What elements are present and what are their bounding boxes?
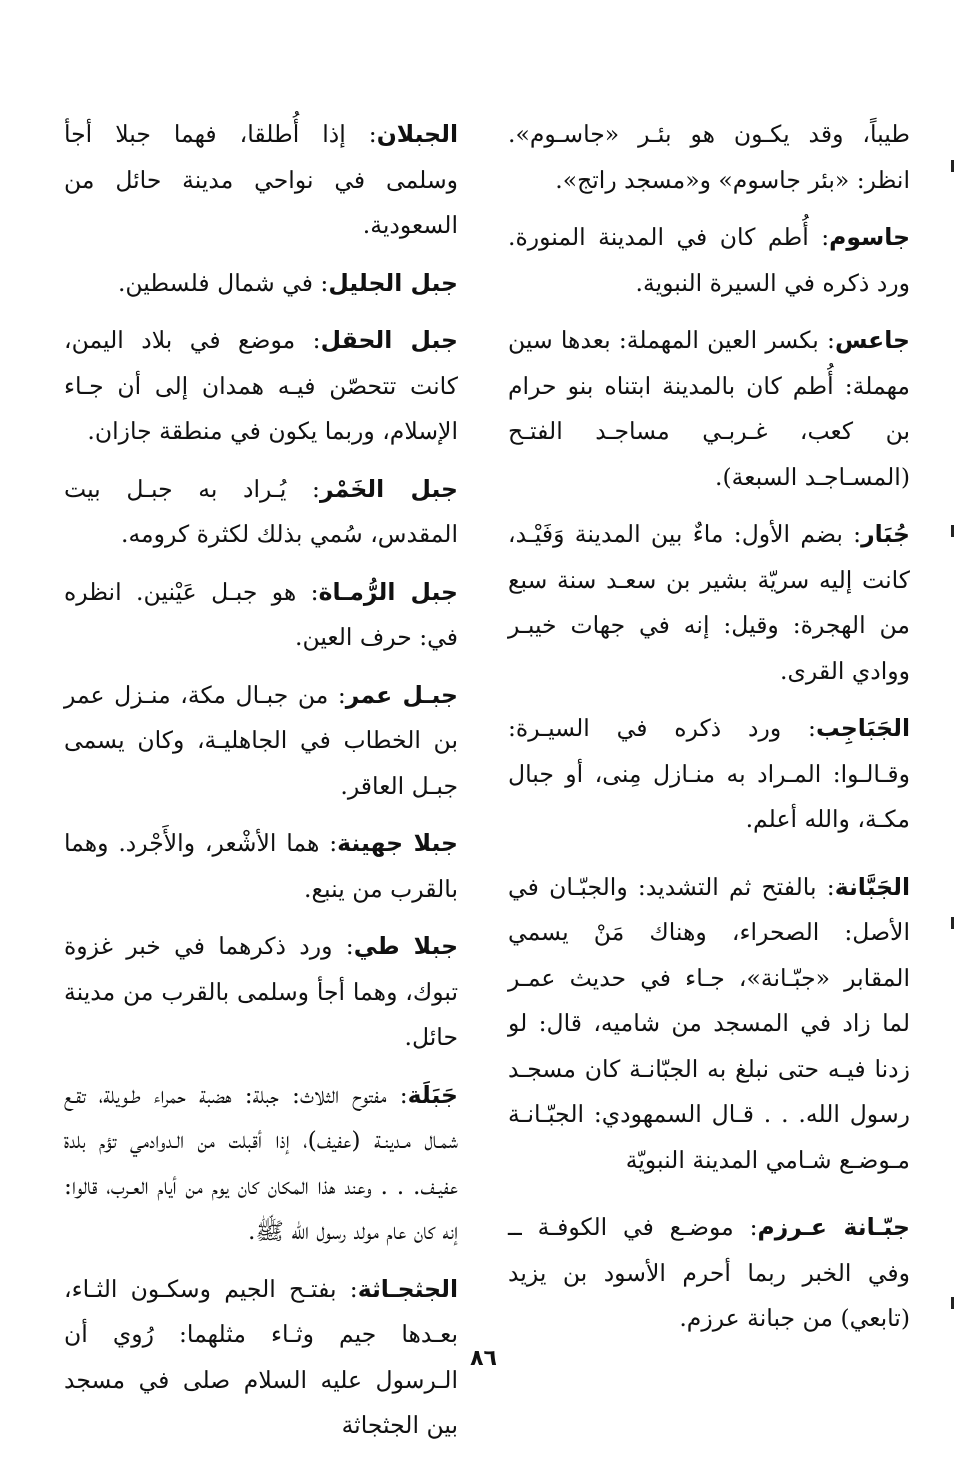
entry-headword: جاسوم bbox=[829, 223, 910, 251]
entry-headword: جبـل عمر bbox=[345, 680, 458, 709]
entry-jabal-al-rumat bbox=[64, 570, 458, 661]
entry-jabala bbox=[64, 1073, 458, 1255]
entry-jabal-al-haql bbox=[64, 318, 458, 455]
entry-text: : بضم الأول: ماءٌ بين المدينة وَفَيْـد، كانت إليه سريّة بشير بن سعـد سنة سبع من الهجرة: وقيل: إنه في جهات خيبـر ووادي القرى. bbox=[508, 520, 910, 685]
entry-headword: جُبَار bbox=[861, 520, 910, 548]
binding-mark bbox=[951, 917, 954, 929]
entry-text: : هما الأشْعر، والأَجْرد. وهما بالقرب من ينبع. bbox=[64, 829, 458, 903]
entry-text: : في شمال فلسطين. bbox=[117, 268, 329, 297]
entry-jabajib bbox=[508, 706, 910, 843]
entry-text: : هو جبـل عَيْنين. انظره في: حرف العين. bbox=[64, 577, 458, 651]
entry-jabal-al-khamr bbox=[64, 467, 458, 558]
entry-headword: جبل الجليل bbox=[328, 268, 458, 297]
left-column bbox=[64, 112, 458, 1461]
entry-text: : بالفتح ثم التشديد: والجبّـان في الأصل: الصحراء، وهناك مَنْ يسمي المقابر «جبّـانة»، جـاء في حديث عمـر لما زاد في المسجد من شاميه، قال: لو زدنا فيـه حتى نبلغ به الجبّانـة كان مسجـد رسول الله. . . قـال السمهودي: الجبّـانـة مـوضـع شـامي المدينة النبويّة bbox=[508, 872, 910, 1174]
page-number: ٨٦ bbox=[470, 1346, 497, 1371]
entry-text: : بفتـح الجيم وسكـون الثـاء، بعـدها جيم وثـاء مثلهما: رُوي أن الـرسول عليه السلام صلى في مسجد بين الجثجاثة bbox=[64, 1274, 458, 1439]
entry-text: : ورد ذكره في السيـرة: وقـالـوا: المـراد به منـازل مِنى، أو جبال مكـة، والله أعلم. bbox=[508, 714, 910, 833]
entry-headword: جبل الحقل bbox=[320, 326, 458, 354]
binding-mark bbox=[951, 525, 954, 537]
entry-text: : يُـراد به جبـل بيت المقدس، سُمي بذلك لكثرة كرومه. bbox=[64, 474, 458, 548]
entry-jabbanat-arzam bbox=[508, 1205, 910, 1342]
entry-jais bbox=[508, 318, 910, 500]
right-column bbox=[508, 112, 910, 1354]
entry-text: طيباً، وقد يكـون هو بئـر «جاسـوم». انظر: «بئر جاسوم» و«مسجد راتج». bbox=[508, 120, 910, 194]
entry-headword: جَبَلَة bbox=[407, 1080, 458, 1109]
binding-mark bbox=[951, 160, 954, 172]
entry-text: : ورد ذكرهما في خبر غزوة تبوك، وهما أجأ وسلمى بالقرب من مدينة حائل. bbox=[64, 932, 458, 1051]
entry-text: : موضـع في الكوفـة ــ وفي الخبر ربما أحرم الأسود بن يزيد (تابعي) من جبانة عرزم. bbox=[508, 1213, 910, 1332]
binding-mark bbox=[951, 1297, 954, 1309]
entry-headword: جبلا طي bbox=[353, 932, 459, 960]
entry-jabal-al-jalil bbox=[64, 261, 458, 307]
entry-headword: جبل الخَمْر bbox=[319, 474, 458, 503]
entry-text: : مفتوح الثلاث: جبلة: هضبة حمراء طـويلة، تقـع شمـال مـدينـة (عفيف)، إذا أقبلت من الـدوادمي تؤم بلدة عفيـف. . . وعند هذا المكان كان يوم من أيام العـرب، قالوا: إنه كان عام مولد رسول الله ﷺ. bbox=[64, 1080, 458, 1245]
entry-headword: الجَبَاجِب bbox=[815, 714, 910, 742]
entry-text: : من جبـال مكة، منـزل عمر بن الخطاب في الجاهليـة، وكان يسمى جبـل العاقر. bbox=[64, 680, 458, 800]
entry-text: : موضع في بلاد اليمن، كانت تتحصّن فيـه همدان إلى أن جـاء الإسلام، وربما يكون في منطقة جازان. bbox=[64, 326, 458, 445]
entry-continuation bbox=[508, 112, 910, 203]
entry-jasum bbox=[508, 215, 910, 306]
entry-headword: جاعس bbox=[834, 326, 910, 354]
entry-headword: الجبلان bbox=[376, 120, 458, 148]
entry-headword: جبل الرُّمـاة bbox=[318, 577, 458, 606]
entry-headword: الجَبَّانة bbox=[834, 872, 910, 901]
entry-al-jabalan bbox=[64, 112, 458, 249]
entry-headword: جبّـانة عـرزم bbox=[757, 1213, 910, 1241]
entry-jabala-juhayna bbox=[64, 821, 458, 912]
entry-headword: الجثجـاثة bbox=[357, 1274, 458, 1303]
entry-headword: جبلا جهينة bbox=[337, 829, 458, 857]
entry-text: : بكسر العين المهملة: بعدها سين مهملة: أُطم كان بالمدينة ابتناه بنو حرام بن كعب، غـربـي مساجـد الفتـح (المسـاجـد السبعة). bbox=[508, 326, 910, 491]
entry-jubar bbox=[508, 512, 910, 694]
entry-text: : أُطم كان في المدينة المنورة. ورد ذكره في السيرة النبوية. bbox=[508, 223, 910, 297]
entry-jabala-tayy bbox=[64, 924, 458, 1061]
entry-jabbana bbox=[508, 865, 910, 1184]
entry-jabal-umar bbox=[64, 673, 458, 810]
entry-text: : إذا أُطلقا، فهما جبلا أجأ وسلمى في نواحي مدينة حائل من السعودية. bbox=[64, 120, 458, 239]
